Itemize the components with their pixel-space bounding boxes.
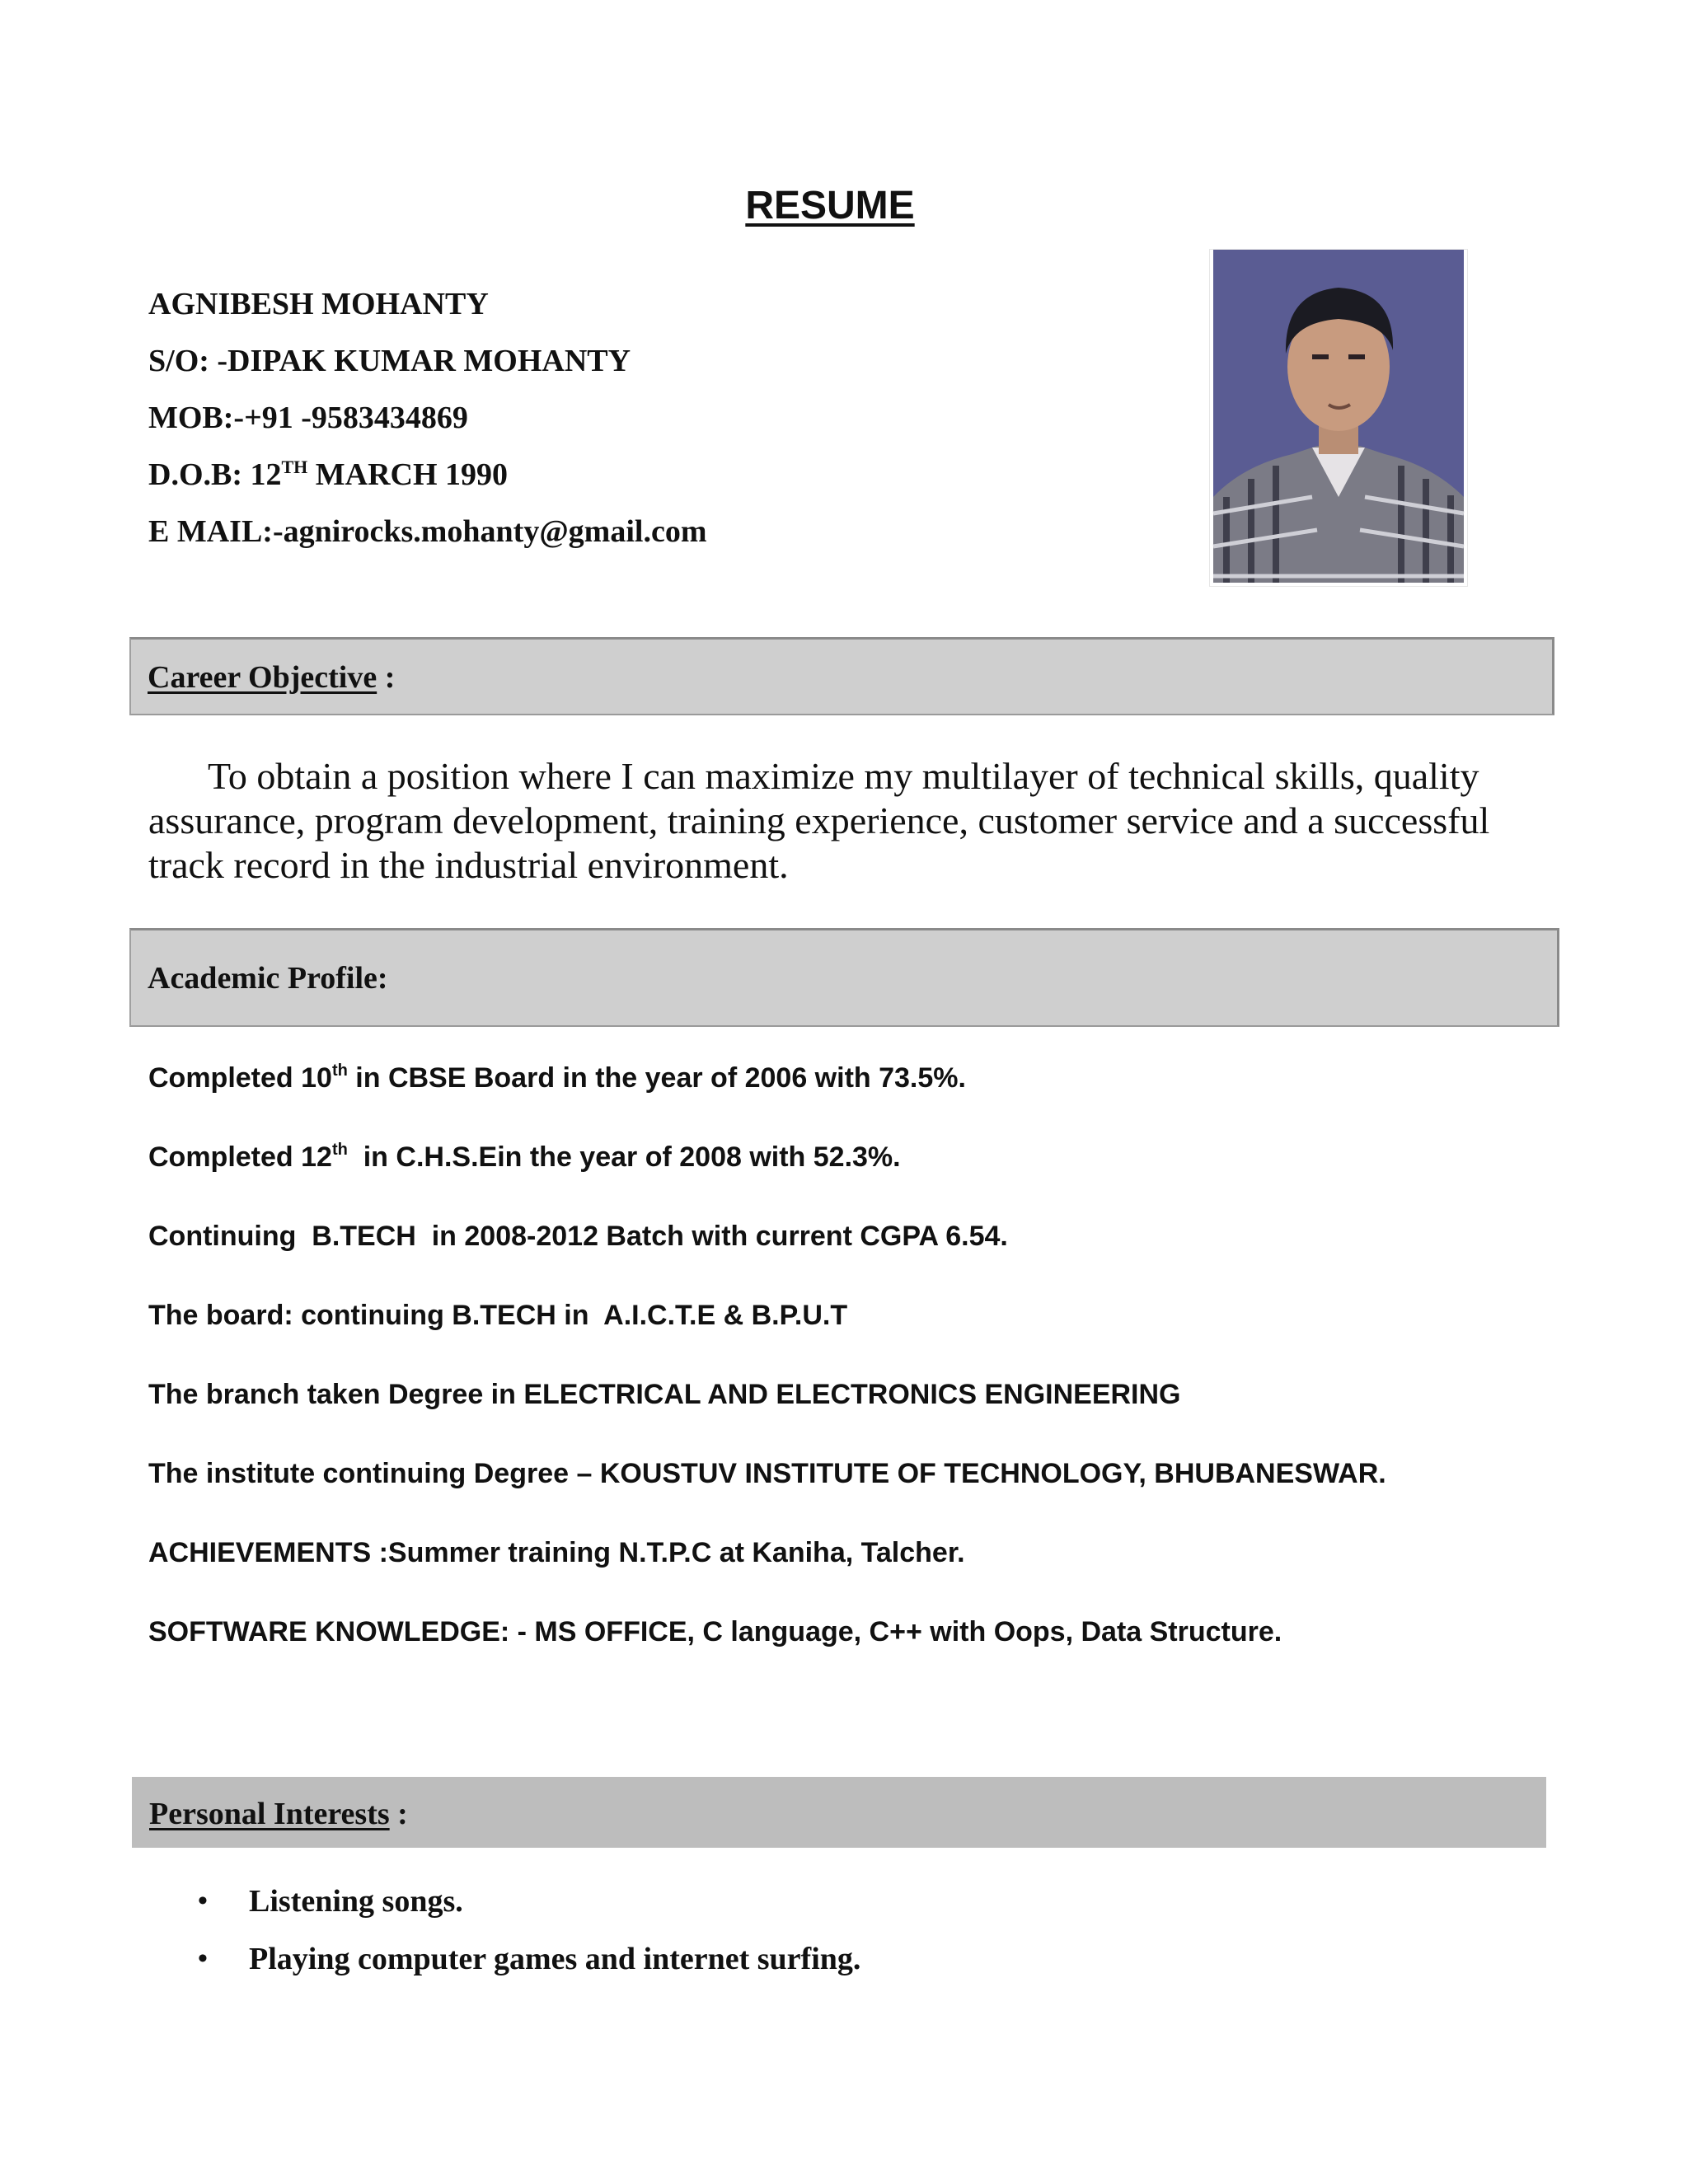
resume-title: RESUME — [745, 184, 915, 227]
dob-superscript: TH — [281, 457, 308, 477]
career-objective-heading-suffix: : — [377, 660, 396, 695]
personal-interests-heading-suffix: : — [389, 1797, 408, 1831]
bullet-icon: • — [198, 1943, 208, 1974]
academic-profile-heading: Academic Profile: — [148, 961, 388, 996]
academic-item-text: in C.H.S.Ein the year of 2008 with 52.3%. — [347, 1141, 901, 1173]
career-objective-heading — [148, 659, 395, 696]
interest-item — [198, 1943, 860, 1975]
academic-item — [148, 1142, 1386, 1172]
career-objective-body: To obtain a position where I can maximize my multilayer of technical skills, quality assurance, program development, training experience, customer service and a successful track record in the industrial environment. — [148, 755, 1490, 886]
software-knowledge-item: SOFTWARE KNOWLEDGE: - MS OFFICE, C language, C++ with Oops, Data Structure. — [148, 1616, 1282, 1647]
interest-item-text: Listening songs. — [249, 1884, 463, 1919]
academic-item-text: Completed 12 — [148, 1141, 332, 1173]
career-objective-text — [148, 754, 1533, 888]
achievements-item: ACHIEVEMENTS :Summer training N.T.P.C at Kaniha, Talcher. — [148, 1537, 965, 1568]
personal-interests-list — [198, 1886, 860, 2001]
profile-photo — [1210, 250, 1467, 586]
academic-item — [148, 1063, 1386, 1093]
academic-item: The institute continuing Degree – KOUSTUV INSTITUTE OF TECHNOLOGY, BHUBANESWAR. — [148, 1458, 1386, 1489]
personal-interests-heading-text: Personal Interests — [149, 1797, 390, 1831]
personal-interests-bar — [132, 1777, 1546, 1848]
academic-item-superscript: th — [331, 1141, 348, 1159]
contact-block — [148, 288, 706, 573]
academic-item-text: in CBSE Board in the year of 2006 with 73.5%. — [347, 1062, 966, 1094]
profile-photo-image — [1210, 250, 1467, 586]
academic-profile-list — [148, 1063, 1386, 1696]
mobile-number: MOB:-+91 -9583434869 — [148, 401, 468, 435]
career-objective-bar — [129, 637, 1554, 715]
academic-item-superscript: th — [331, 1062, 348, 1080]
date-of-birth — [148, 459, 706, 490]
academic-item: The branch taken Degree in ELECTRICAL AND ELECTRONICS ENGINEERING — [148, 1379, 1181, 1410]
applicant-name: AGNIBESH MOHANTY — [148, 287, 489, 321]
career-objective-heading-text: Career Objective — [148, 660, 377, 695]
interest-item-text: Playing computer games and internet surfing. — [249, 1942, 861, 1976]
interest-item — [198, 1886, 860, 1917]
academic-item-text: Completed 10 — [148, 1062, 332, 1094]
email-address: E MAIL:-agnirocks.mohanty@gmail.com — [148, 514, 707, 549]
personal-interests-heading — [149, 1796, 408, 1832]
academic-profile-bar — [129, 928, 1559, 1027]
parent-name: S/O: -DIPAK KUMAR MOHANTY — [148, 344, 631, 378]
academic-item: Continuing B.TECH in 2008-2012 Batch with current CGPA 6.54. — [148, 1221, 1008, 1252]
dob-prefix: D.O.B: 12 — [148, 457, 282, 492]
bullet-icon: • — [198, 1886, 208, 1916]
dob-suffix: MARCH 1990 — [307, 457, 509, 492]
academic-item: The board: continuing B.TECH in A.I.C.T.E & B.P.U.T — [148, 1300, 848, 1331]
